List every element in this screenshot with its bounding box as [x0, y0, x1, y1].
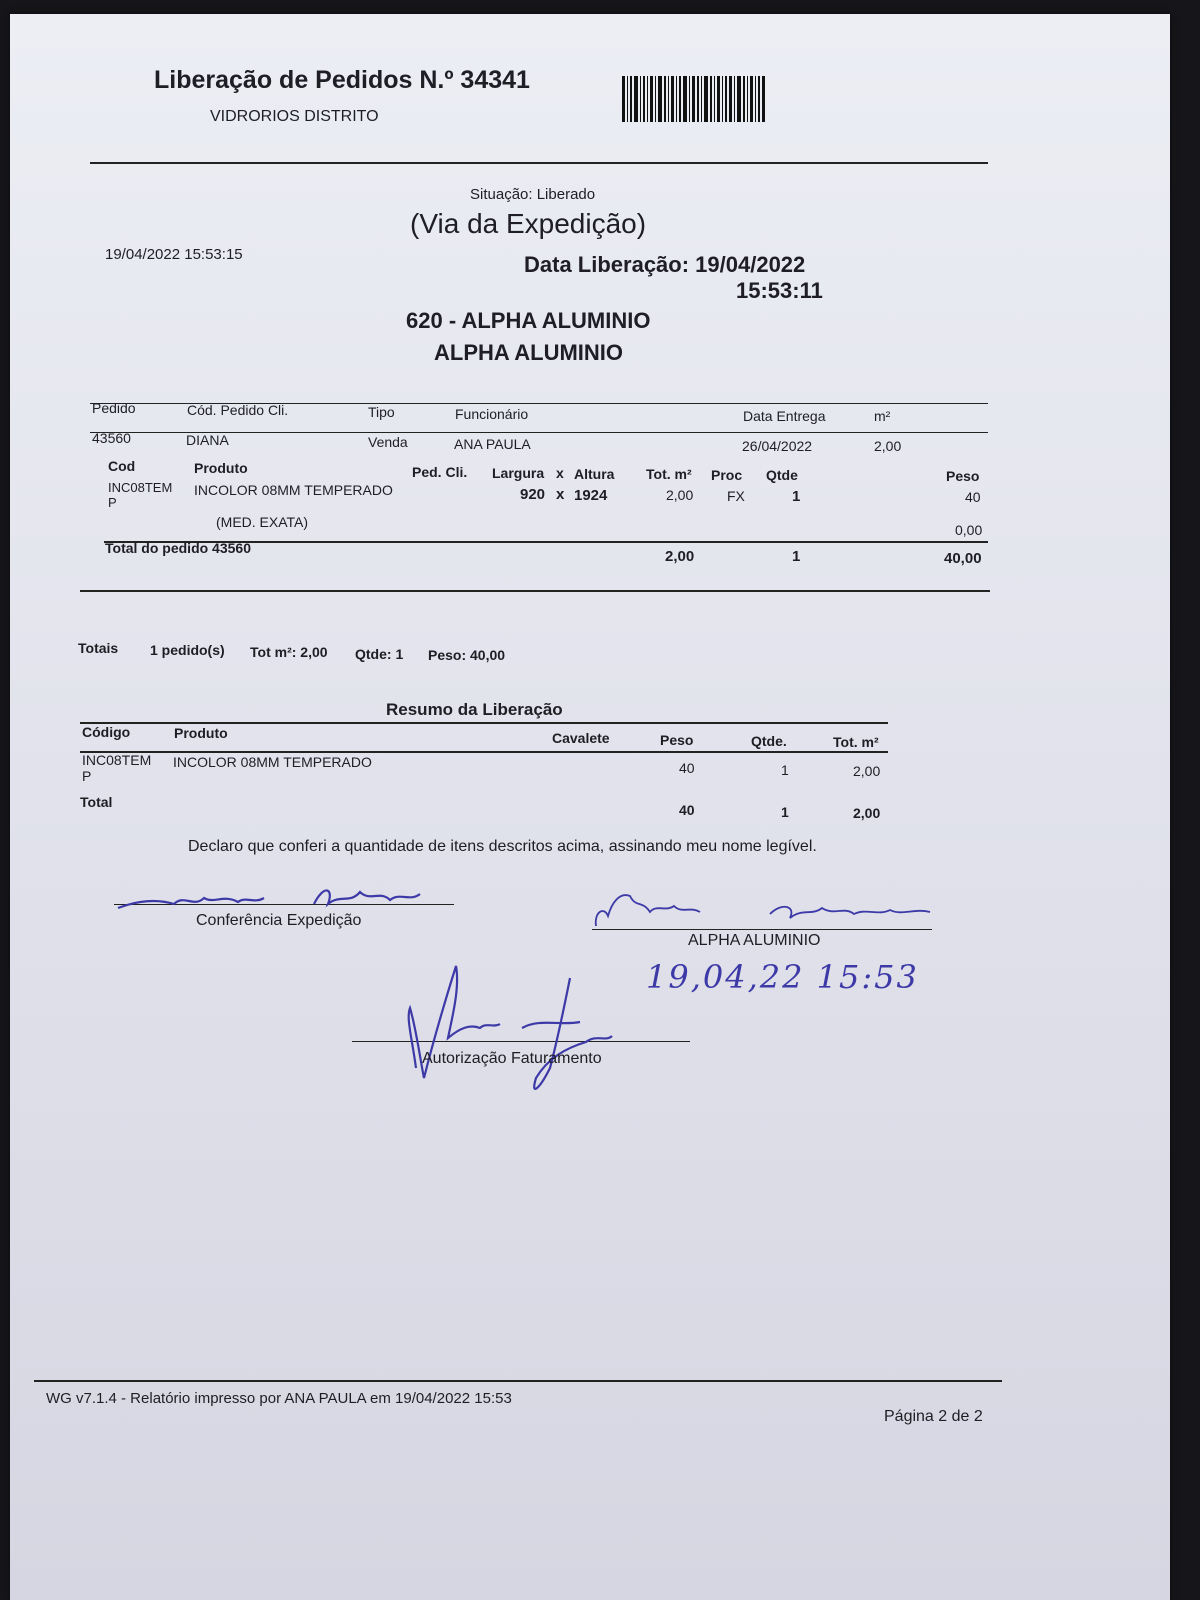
declaration-text: Declaro que conferi a quantidade de itens descritos acima, assinando meu nome legível. [188, 838, 817, 855]
order-header-funcionario: Funcionário [455, 406, 529, 422]
order-header-tipo: Tipo [368, 404, 395, 420]
summary-header-tot-m2: Tot. m² [833, 734, 879, 750]
client-signature [590, 882, 950, 932]
totals-qtde: Qtde: 1 [355, 646, 404, 662]
summary-tot-m2: 2,00 [853, 763, 881, 779]
order-total-qtde: 1 [792, 548, 801, 565]
summary-produto: INCOLOR 08MM TEMPERADO [173, 754, 372, 770]
item-header-qtde: Qtde [766, 467, 798, 483]
document-title: Liberação de Pedidos N.º 34341 [154, 66, 530, 94]
client-signature-label: ALPHA ALUMINIO [688, 932, 821, 949]
client-code-name: 620 - ALPHA ALUMINIO [406, 308, 651, 333]
item-header-cod: Cod [108, 458, 136, 474]
footer-page-number: Página 2 de 2 [884, 1408, 983, 1425]
footer-printed-by: WG v7.1.4 - Relatório impresso por ANA PAULA em 19/04/2022 15:53 [46, 1390, 512, 1407]
summary-qtde: 1 [781, 762, 789, 778]
expedition-signature [114, 874, 444, 914]
item-header-ped-cli: Ped. Cli. [412, 464, 468, 480]
client-name: ALPHA ALUMINIO [434, 340, 624, 365]
expedition-label: Conferência Expedição [196, 912, 362, 929]
handwritten-date: 19,04,22 15:53 [646, 958, 919, 996]
summary-title: Resumo da Liberação [386, 700, 563, 719]
summary-header-produto: Produto [174, 725, 228, 741]
document-page [10, 14, 1170, 1600]
summary-header-cavalete: Cavalete [552, 730, 610, 746]
item-tot-m2: 2,00 [666, 487, 694, 503]
status-text: Situação: Liberado [470, 186, 596, 203]
totals-label: Totais [78, 640, 119, 656]
order-tipo: Venda [368, 434, 408, 450]
totals-tot-m2: Tot m²: 2,00 [250, 644, 328, 660]
totals-peso: Peso: 40,00 [428, 647, 506, 663]
summary-peso: 40 [679, 760, 695, 776]
summary-total-peso: 40 [679, 802, 695, 818]
item-header-largura: Largura [492, 465, 545, 481]
item-qtde: 1 [792, 488, 801, 505]
item-header-altura: Altura [574, 466, 615, 482]
summary-total-qtde: 1 [781, 804, 789, 820]
item-header-produto: Produto [194, 460, 248, 476]
order-total-peso: 40,00 [944, 550, 982, 567]
item-cod-line1: INC08TEM [108, 480, 173, 495]
order-funcionario: ANA PAULA [454, 436, 531, 452]
summary-top-rule [80, 722, 888, 724]
item-extra-value: 0,00 [955, 522, 983, 538]
totals-pedidos: 1 pedido(s) [150, 642, 225, 658]
order-total-tot-m2: 2,00 [665, 548, 695, 565]
order-header-m2: m² [874, 408, 891, 424]
summary-codigo-line1: INC08TEM [82, 752, 152, 768]
order-cod-cli: DIANA [186, 432, 229, 448]
item-note: (MED. EXATA) [216, 514, 309, 530]
summary-header-qtde: Qtde. [751, 733, 787, 749]
order-section-end-rule [80, 590, 990, 592]
summary-header-codigo: Código [82, 724, 131, 740]
summary-header-peso: Peso [660, 732, 694, 748]
order-m2: 2,00 [874, 438, 902, 454]
order-total-label: Total do pedido 43560 [105, 540, 251, 556]
item-header-peso: Peso [946, 468, 980, 484]
order-header-cod-cli: Cód. Pedido Cli. [187, 402, 289, 418]
barcode [622, 76, 767, 122]
item-header-tot-m2: Tot. m² [646, 466, 692, 482]
item-x: x [556, 486, 565, 503]
company-name: VIDRORIOS DISTRITO [210, 108, 379, 125]
item-altura: 1924 [574, 487, 608, 504]
order-pedido: 43560 [92, 430, 131, 446]
printed-at: 19/04/2022 15:53:15 [105, 246, 243, 263]
item-cod-line2: P [108, 495, 117, 510]
header-divider [90, 162, 988, 164]
order-header-pedido: Pedido [92, 400, 136, 416]
billing-label: Autorização Faturamento [422, 1050, 602, 1067]
item-header-x: x [556, 465, 564, 481]
item-proc: FX [727, 488, 745, 504]
billing-signature [390, 958, 650, 1098]
summary-header-rule [80, 751, 888, 753]
footer-rule [34, 1380, 1002, 1382]
summary-codigo-line2: P [82, 768, 92, 784]
order-header-data-entrega: Data Entrega [743, 408, 826, 424]
release-date: Data Liberação: 19/04/2022 [524, 252, 806, 277]
release-time: 15:53:11 [736, 278, 823, 303]
copy-label: (Via da Expedição) [410, 208, 647, 239]
item-largura: 920 [520, 486, 546, 503]
summary-total-label: Total [80, 794, 113, 810]
item-produto: INCOLOR 08MM TEMPERADO [194, 482, 393, 498]
item-header-proc: Proc [711, 467, 743, 483]
item-peso: 40 [965, 489, 981, 505]
summary-total-tot-m2: 2,00 [853, 805, 881, 821]
order-data-entrega: 26/04/2022 [742, 438, 813, 454]
